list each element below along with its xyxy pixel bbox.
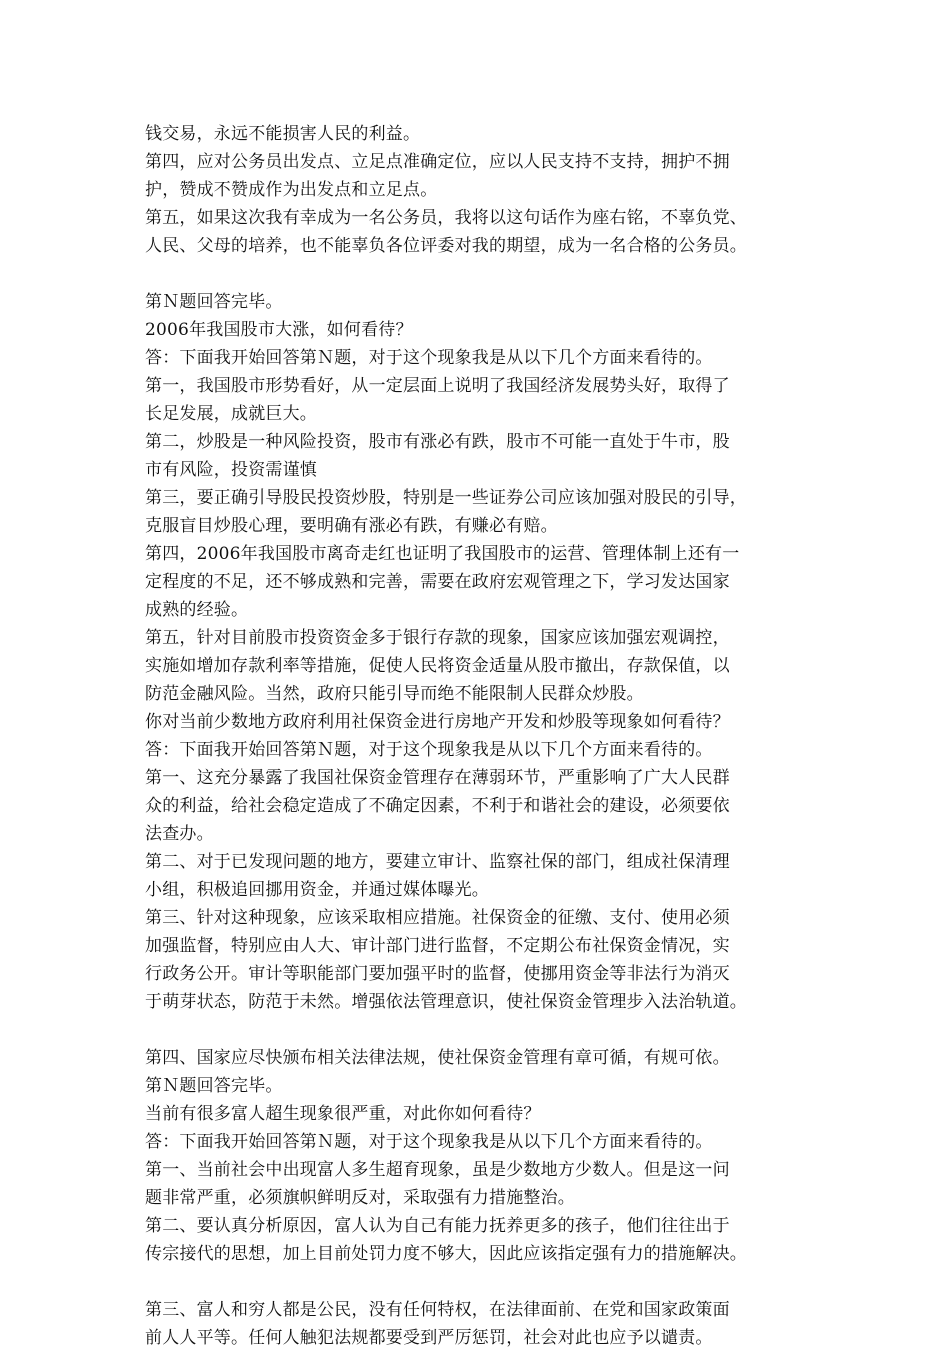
text-line: 人民、父母的培养，也不能辜负各位评委对我的期望，成为一名合格的公务员。	[145, 236, 747, 256]
text-line: 众的利益，给社会稳定造成了不确定因素，不利于和谐社会的建设，必须要依	[145, 796, 730, 816]
text-line: 答：下面我开始回答第Ｎ题，对于这个现象我是从以下几个方面来看待的。	[145, 348, 713, 368]
text-line: 成熟的经验。	[145, 600, 249, 620]
text-line: 第一，我国股市形势看好，从一定层面上说明了我国经济发展势头好，取得了	[145, 376, 730, 396]
text-line: 行政务公开。审计等职能部门要加强平时的监督，使挪用资金等非法行为消灭	[145, 964, 730, 984]
text-line: 当前有很多富人超生现象很严重，对此你如何看待？	[145, 1104, 541, 1124]
text-line: 第三、针对这种现象，应该采取相应措施。社保资金的征缴、支付、使用必须	[145, 908, 730, 928]
text-line: 第二、要认真分析原因，富人认为自己有能力抚养更多的孩子，他们往往出于	[145, 1216, 730, 1236]
text-line: 防范金融风险。当然，政府只能引导而绝不能限制人民群众炒股。	[145, 684, 644, 704]
text-line: 钱交易，永远不能损害人民的利益。	[145, 124, 421, 144]
text-line: 传宗接代的思想，加上目前处罚力度不够大，因此应该指定强有力的措施解决。	[145, 1244, 747, 1264]
text-line: 第二、对于已发现问题的地方，要建立审计、监察社保的部门，组成社保清理	[145, 852, 730, 872]
text-line: 第Ｎ题回答完毕。	[145, 1076, 283, 1096]
text-line: 定程度的不足，还不够成熟和完善，需要在政府宏观管理之下，学习发达国家	[145, 572, 730, 592]
text-line: 小组，积极追回挪用资金，并通过媒体曝光。	[145, 880, 489, 900]
text-line: 第五，如果这次我有幸成为一名公务员，我将以这句话作为座右铭，不辜负党、	[145, 208, 747, 228]
text-line: 题非常严重，必须旗帜鲜明反对，采取强有力措施整治。	[145, 1188, 575, 1208]
text-line: 答：下面我开始回答第Ｎ题，对于这个现象我是从以下几个方面来看待的。	[145, 1132, 713, 1152]
text-line: 2006年我国股市大涨，如何看待？	[145, 320, 413, 340]
text-line: 第Ｎ题回答完毕。	[145, 292, 283, 312]
text-line: 市有风险，投资需谨慎	[145, 460, 317, 480]
text-line: 答：下面我开始回答第Ｎ题，对于这个现象我是从以下几个方面来看待的。	[145, 740, 713, 760]
text-line: 加强监督，特别应由人大、审计部门进行监督，不定期公布社保资金情况，实	[145, 936, 730, 956]
text-line: 克服盲目炒股心理，要明确有涨必有跌，有赚必有赔。	[145, 516, 558, 536]
text-line: 前人人平等。任何人触犯法规都要受到严厉惩罚，社会对此也应予以谴责。	[145, 1328, 713, 1348]
blank-line	[145, 1016, 815, 1044]
text-line: 第一、这充分暴露了我国社保资金管理存在薄弱环节，严重影响了广大人民群	[145, 768, 730, 788]
blank-line	[145, 1268, 815, 1296]
text-line: 第五，针对目前股市投资资金多于银行存款的现象，国家应该加强宏观调控，	[145, 628, 730, 648]
blank-line	[145, 260, 815, 288]
text-line: 第四、国家应尽快颁布相关法律法规，使社保资金管理有章可循，有规可依。	[145, 1048, 730, 1068]
text-line: 第二，炒股是一种风险投资，股市有涨必有跌，股市不可能一直处于牛市，股	[145, 432, 730, 452]
text-line: 你对当前少数地方政府利用社保资金进行房地产开发和炒股等现象如何看待？	[145, 712, 730, 732]
text-line: 第三、富人和穷人都是公民，没有任何特权，在法律面前、在党和国家政策面	[145, 1300, 730, 1320]
text-line: 护，赞成不赞成作为出发点和立足点。	[145, 180, 438, 200]
text-line: 第四，应对公务员出发点、立足点准确定位，应以人民支持不支持，拥护不拥	[145, 152, 730, 172]
text-line: 第一、当前社会中出现富人多生超育现象，虽是少数地方少数人。但是这一问	[145, 1160, 730, 1180]
text-line: 第四，2006年我国股市离奇走红也证明了我国股市的运营、管理体制上还有一	[145, 544, 740, 564]
text-line: 法查办。	[145, 824, 214, 844]
text-line: 长足发展，成就巨大。	[145, 404, 317, 424]
text-line: 于萌芽状态，防范于未然。增强依法管理意识，使社保资金管理步入法治轨道。	[145, 992, 747, 1012]
document-body	[145, 120, 815, 1352]
text-line: 第三，要正确引导股民投资炒股，特别是一些证券公司应该加强对股民的引导，	[145, 488, 747, 508]
text-line: 实施如增加存款利率等措施，促使人民将资金适量从股市撤出，存款保值，以	[145, 656, 730, 676]
